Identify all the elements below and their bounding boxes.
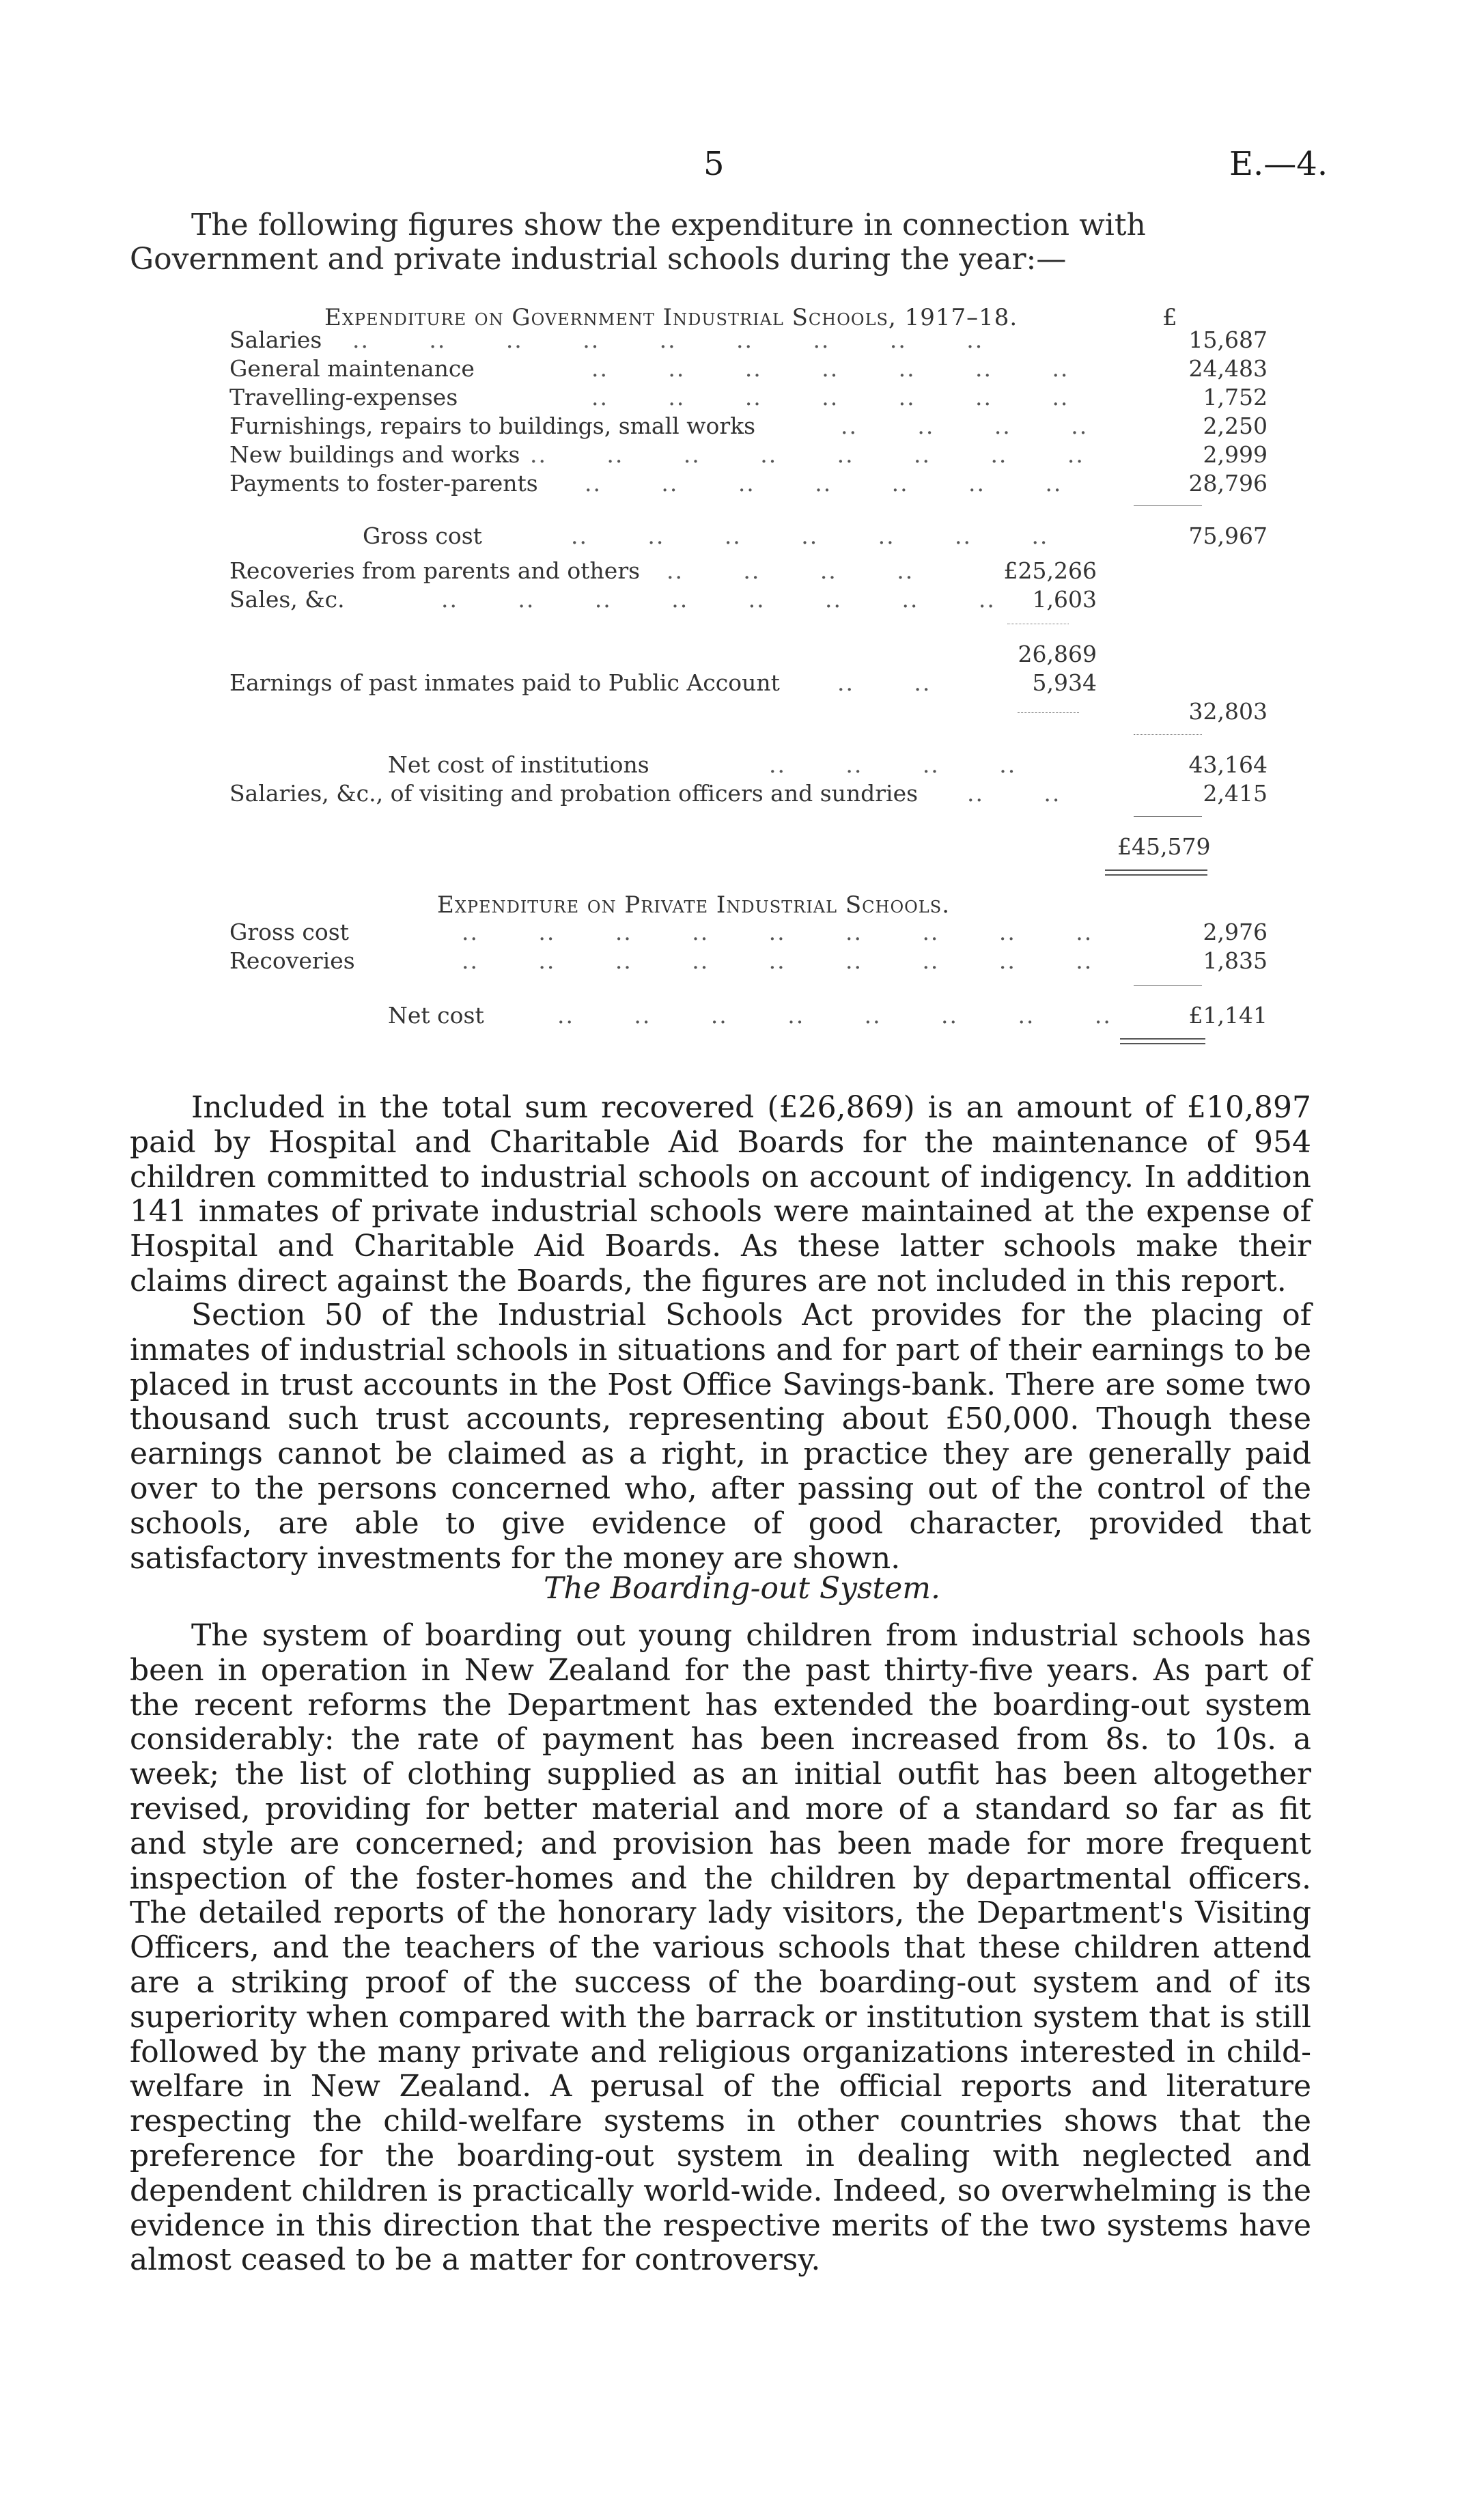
leader-dots: .. .. .. .. .. .. .. .. .. bbox=[352, 326, 984, 353]
row-label: Sales, &c. bbox=[229, 586, 345, 613]
row-label: Gross cost bbox=[229, 919, 349, 945]
gross-cost-row bbox=[229, 523, 1268, 550]
row-label: Recoveries bbox=[229, 947, 355, 974]
row-value: 2,415 bbox=[1203, 780, 1268, 807]
private-double-rule-bottom bbox=[1120, 1043, 1205, 1044]
leader-dots: .. .. .. .. .. .. .. bbox=[591, 355, 1069, 382]
row-label: Gross cost bbox=[363, 523, 482, 549]
net-rule bbox=[1134, 734, 1202, 735]
private-double-rule-top bbox=[1120, 1038, 1205, 1040]
leader-dots: .. .. .. .. .. .. .. .. bbox=[441, 586, 996, 613]
paragraph-recoveries: Included in the total sum recovered (£26,869) is an amount of £10,897 paid by Hospital and Charitable Aid Boards for the maintenance of 954 children committed to industrial schools on account of indigency. In addition 141 inmates of private industrial schools were maintained at the expense of Hospital and Charitable Aid Boards. As these latter schools make their claims direct against the Boards, the figures are not included in this report. bbox=[130, 1090, 1311, 1298]
leader-dots: .. .. .. .. .. .. .. .. .. bbox=[462, 947, 1093, 974]
government-table-title: Expenditure on Government Industrial Schools, 1917–18. bbox=[324, 304, 1018, 331]
leader-dots: .. .. bbox=[967, 780, 1061, 807]
net-cost-row bbox=[229, 751, 1268, 779]
row-value: 28,796 bbox=[1188, 470, 1268, 497]
row-value: 2,976 bbox=[1203, 919, 1268, 945]
currency-header: £ bbox=[1162, 304, 1178, 331]
private-gross-row bbox=[229, 919, 1268, 946]
section-title: The Boarding-out System. bbox=[544, 1571, 940, 1606]
earnings-rule bbox=[1018, 712, 1079, 713]
page-number: 5 bbox=[703, 145, 725, 183]
recoveries-row bbox=[229, 557, 1117, 585]
paragraph-trust-accounts: Section 50 of the Industrial Schools Act provides for the placing of inmates of industrial schools in situations and for part of their earnings to be placed in trust accounts in the Post Office Savings-bank. There are some two thousand such trust accounts, representing about £50,000. Though these earnings cannot be claimed as a right, in practice they are generally paid over to the persons concerned who, after passing out of the control of the schools, are able to give evidence of good character, provided that satisfactory investments for the money are shown. bbox=[130, 1298, 1311, 1576]
subtotal-rule bbox=[1134, 505, 1202, 506]
row-value: 1,835 bbox=[1203, 947, 1268, 974]
intro-paragraph: The following figures show the expenditure in connection with Government and private industrial schools during the year:— bbox=[130, 208, 1146, 277]
row-label: Net cost bbox=[388, 1002, 484, 1029]
private-recoveries-row bbox=[229, 947, 1268, 975]
row-label: New buildings and works bbox=[229, 441, 520, 468]
double-rule-bottom bbox=[1105, 874, 1207, 876]
private-net-row bbox=[229, 1002, 1268, 1029]
paragraph-boarding-out: The system of boarding out young children from industrial schools has been in operation in New Zealand for the past thirty-five years. As part of the recent reforms the Department has extended the boarding-out system considerably: the rate of payment has been increased from 8s. to 10s. a week; the list of clothing supplied as an initial outfit has been altogether revised, providing for better material and more of a standard so far as fit and style are concerned; and provision has been made for more frequent inspection of the foster-homes and the children by departmental officers. The detailed reports of the honorary lady visitors, the Department's Visiting Officers, and the teachers of the various schools that these children attend are a striking proof of the success of the boarding-out system and of its superiority when compared with the barrack or institution system that is still followed by the many private and religious organizations interested in child-welfare in New Zealand. A perusal of the official reports and literature respecting the child-welfare systems in other countries shows that the preference for the boarding-out system in dealing with neglected and dependent children is practically world-wide. Indeed, so overwhelming is the evidence in this direction that the respective merits of the two systems have almost ceased to be a matter for controversy. bbox=[130, 1618, 1311, 2278]
private-table-title: Expenditure on Private Industrial Schools. bbox=[437, 891, 950, 919]
leader-dots: .. .. bbox=[837, 669, 932, 696]
row-label: Earnings of past inmates paid to Public Account bbox=[229, 669, 780, 696]
leader-dots: .. .. .. .. .. .. .. bbox=[591, 384, 1069, 410]
row-value: 5,934 bbox=[1032, 669, 1097, 696]
row-value: 2,999 bbox=[1203, 441, 1268, 468]
leader-dots: .. .. .. .. .. .. .. .. bbox=[530, 441, 1084, 468]
row-value: 2,250 bbox=[1203, 413, 1268, 439]
row-label: Travelling-expenses bbox=[229, 384, 458, 410]
row-label: Furnishings, repairs to buildings, small works bbox=[229, 413, 756, 439]
row-label: Salaries bbox=[229, 326, 322, 353]
row-value: 43,164 bbox=[1188, 751, 1268, 778]
leader-dots: .. .. .. .. bbox=[667, 557, 914, 584]
row-value: £1,141 bbox=[1188, 1002, 1268, 1029]
report-reference: E.—4. bbox=[1229, 145, 1328, 183]
earnings-row bbox=[229, 669, 1117, 697]
row-value: £25,266 bbox=[1003, 557, 1097, 584]
row-value: 1,603 bbox=[1032, 586, 1097, 613]
row-label: Salaries, &c., of visiting and probation officers and sundries bbox=[229, 780, 919, 807]
row-label: Payments to foster-parents bbox=[229, 470, 538, 497]
leader-dots: .. .. .. .. .. .. .. .. bbox=[557, 1002, 1112, 1029]
sales-row bbox=[229, 586, 1117, 613]
row-label: General maintenance bbox=[229, 355, 475, 382]
private-net-rule bbox=[1134, 985, 1202, 986]
visiting-officers-row bbox=[229, 780, 1268, 807]
row-value: 1,752 bbox=[1203, 384, 1268, 410]
row-value: 24,483 bbox=[1188, 355, 1268, 382]
leader-dots: .. .. .. .. .. .. .. bbox=[571, 523, 1049, 549]
grand-total-value: £45,579 bbox=[1117, 833, 1211, 860]
grand-total-rule bbox=[1134, 816, 1202, 817]
leader-dots: .. .. .. .. bbox=[841, 413, 1089, 439]
double-rule-top bbox=[1105, 869, 1207, 871]
leader-dots: .. .. .. .. .. .. .. .. .. bbox=[462, 919, 1093, 945]
row-value: 15,687 bbox=[1188, 326, 1268, 353]
row-value: 32,803 bbox=[1188, 698, 1268, 725]
row-label: Recoveries from parents and others bbox=[229, 557, 641, 584]
leader-dots: .. .. .. .. .. .. .. bbox=[585, 470, 1063, 497]
leader-dots: .. .. .. .. bbox=[769, 751, 1017, 778]
row-value: 75,967 bbox=[1188, 523, 1268, 549]
row-value: 26,869 bbox=[1018, 641, 1097, 667]
row-label: Net cost of institutions bbox=[388, 751, 649, 778]
